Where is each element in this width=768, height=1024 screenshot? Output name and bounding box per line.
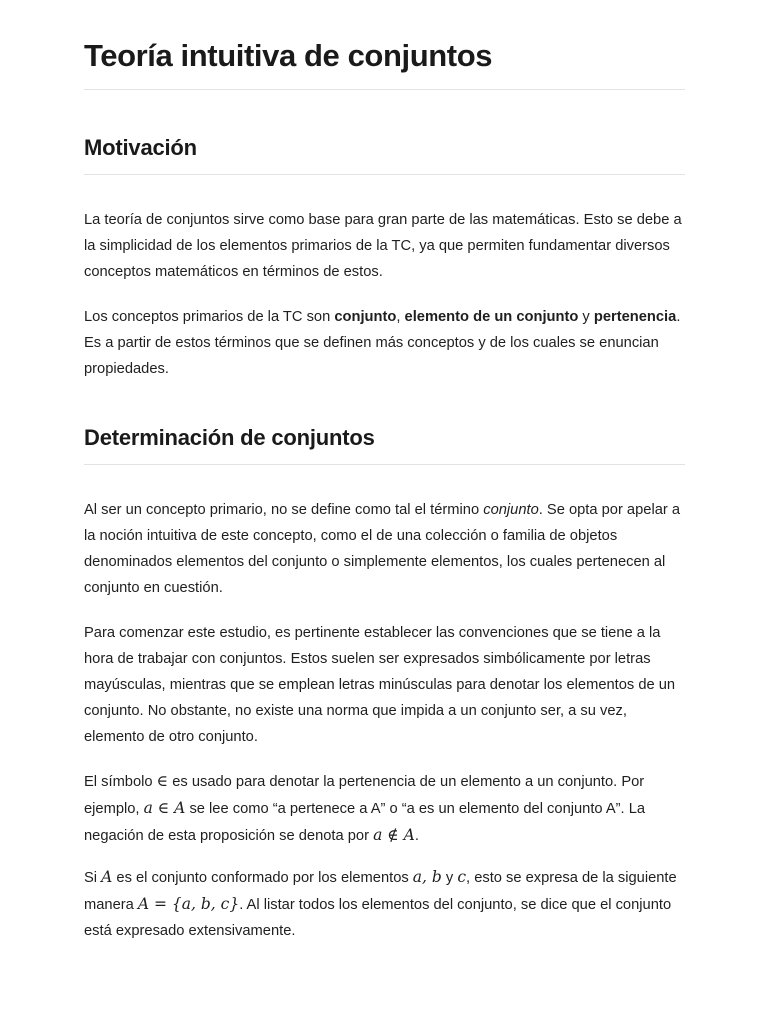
italic-term-conjunto: conjunto (483, 502, 539, 518)
text-segment: se lee como “a pertenece a A” o “a es un elemento del conjunto A”. La negación de esta proposición se denota por (84, 801, 646, 844)
text-segment: . (414, 828, 419, 844)
text-segment: . Se opta por apelar a la noción intuitiva de este concepto, como el de una colección o familia de objetos denominados elementos del conjunto o simplemente elementos, los cuales pertenecen al conjunto en cuestión. (84, 502, 681, 596)
text-segment: Al ser un concepto primario, no se define como tal el término (84, 502, 484, 518)
text-segment: Los conceptos primarios de la TC son (84, 309, 335, 325)
text-segment: , esto se expresa de la siguiente manera (84, 870, 677, 913)
paragraph-determinacion-3 (84, 768, 685, 849)
text-segment: , (396, 309, 405, 325)
text-segment: es usado para denotar la pertenencia de un elemento a un conjunto. Por ejemplo, (84, 774, 645, 817)
text-segment: El símbolo (84, 774, 157, 790)
section-divider-motivacion (84, 174, 685, 175)
bold-term-conjunto: conjunto (334, 309, 397, 325)
text-segment: Si (84, 870, 102, 886)
paragraph-determinacion-4 (84, 864, 685, 944)
math-a-in-A: a ∈ A (143, 799, 186, 817)
page-title: Teoría intuitiva de conjuntos (84, 38, 493, 73)
math-c: c (457, 868, 467, 886)
math-a-b: a, b (412, 868, 442, 886)
bold-term-pertenencia: pertenencia (593, 309, 677, 325)
paragraph-determinacion-1 (84, 497, 685, 601)
math-a-not-in-A: a ∉ A (373, 826, 415, 844)
text-segment: es el conjunto conformado por los elementos (112, 870, 413, 886)
text-segment: . Al listar todos los elementos del conjunto, se dice que el conjunto está expresado extensivamente. (84, 897, 672, 939)
section-heading-motivacion: Motivación (84, 135, 197, 160)
paragraph-motivacion-2 (84, 304, 685, 382)
title-divider (84, 89, 685, 90)
math-set-A: A (101, 868, 113, 886)
paragraph-determinacion-2: Para comenzar este estudio, es pertinente establecer las convenciones que se tiene a la hora de trabajar con conjuntos. Estos suelen ser expresados simbólicamente por letras mayúsculas, mientras que se emplean letras minúsculas para denotar los elementos de un conjunto. No obstante, no existe una norma que impida a un conjunto ser, a su vez, elemento de otro conjunto. (84, 625, 676, 745)
math-element-of-symbol: ∈ (156, 772, 169, 790)
text-segment: y (578, 309, 594, 325)
bold-term-elemento: elemento de un conjunto (404, 309, 579, 325)
math-set-extension: A = {a, b, c} (137, 895, 240, 913)
section-heading-determinacion: Determinación de conjuntos (84, 425, 375, 450)
text-segment: . Es a partir de estos términos que se definen más conceptos y de los cuales se enuncian propiedades. (84, 309, 681, 377)
paragraph-motivacion-1: La teoría de conjuntos sirve como base para gran parte de las matemáticas. Esto se debe a la simplicidad de los elementos primarios de la TC, ya que permiten fundamentar diversos conceptos matemáticos en términos de estos. (84, 212, 682, 280)
text-segment: y (441, 870, 458, 886)
section-divider-determinacion (84, 464, 685, 465)
